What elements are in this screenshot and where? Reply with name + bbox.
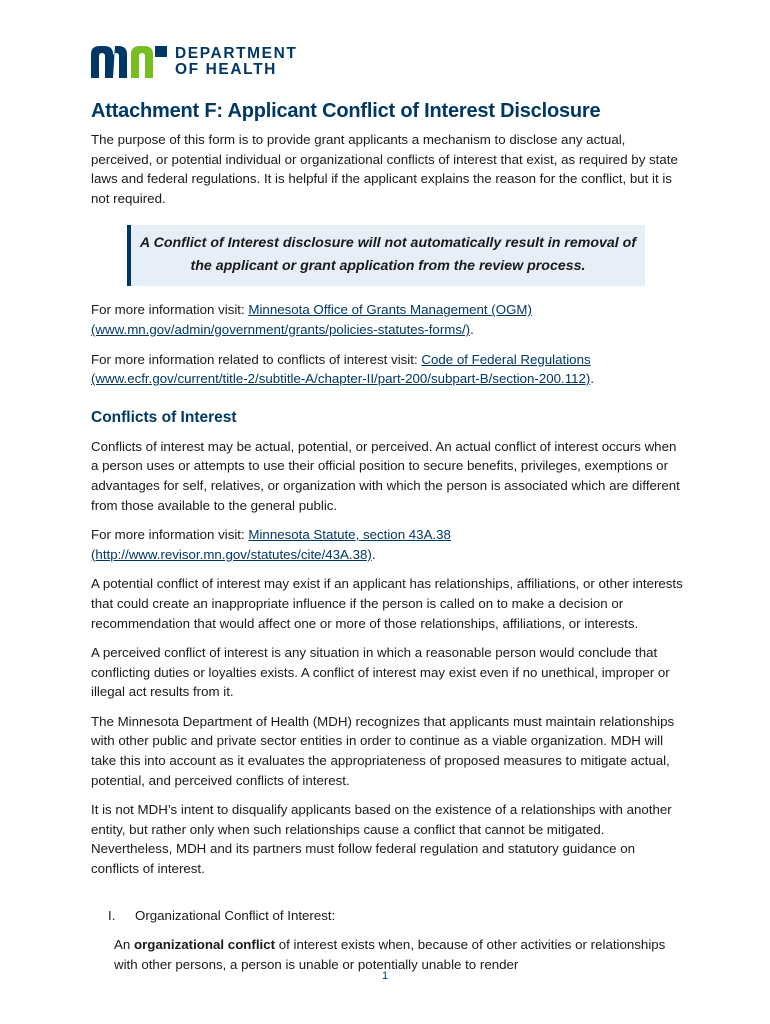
paragraph-organizational-conflict [114, 935, 686, 974]
paragraph-potential-conflict: A potential conflict of interest may exist if an applicant has relationships, affiliations, or other interests that could create an inappropriate influence if the person is called on to make a decision or recommendation that would affect one or more of those relationships, affiliations, or interests. [91, 576, 683, 631]
section-heading-conflicts: Conflicts of Interest [91, 408, 237, 426]
ogm-link[interactable]: Minnesota Office of Grants Management (OGM) (www.mn.gov/admin/government/grants/policies-statutes-forms/) [91, 302, 532, 337]
intro-paragraph: The purpose of this form is to provide grant applicants a mechanism to disclose any actual, perceived, or potential individual or organizational conflicts of interest that exist, as required by state laws and federal regulations. It is helpful if the applicant explains the reason for the conflict, but it is not required. [91, 132, 678, 206]
info-cfr [91, 350, 686, 389]
document-body [91, 98, 686, 974]
info-statute [91, 525, 686, 564]
org-rest: of interest exists when, because of other activities or relationships with other persons, a person is unable or potentially unable to render [114, 937, 666, 972]
info-ogm-prefix: For more information visit: [91, 302, 249, 318]
mn-logo-icon [91, 46, 167, 78]
statute-link[interactable]: Minnesota Statute, section 43A.38 (http://www.revisor.mn.gov/statutes/cite/43A.38) [91, 527, 451, 562]
paragraph-mdh-relationships: The Minnesota Department of Health (MDH) recognizes that applicants must maintain relationships with other public and private sector entities in order to continue as a viable organization. MDH will take this into account as it evaluates the appropriateness of proposed measures to mitigate actual, potential, and perceived conflicts of interest. [91, 713, 675, 788]
list-item-number: I. [108, 907, 116, 923]
callout-box: A Conflict of Interest disclosure will not automatically result in removal of the applicant or grant application from the review process. [127, 225, 645, 286]
info-cfr-suffix: . [590, 371, 595, 387]
list-item-organizational [91, 906, 686, 926]
logo-line-1: DEPARTMENT [175, 45, 298, 62]
info-statute-prefix: For more information visit: [91, 527, 249, 543]
logo-wordmark [175, 46, 298, 78]
paragraph-actual-conflict: Conflicts of interest may be actual, potential, or perceived. An actual conflict of interest occurs when a person uses or attempts to use their official position to secure benefits, privileges, exemptions or advantages for self, relatives, or organization with which the person is associated which are different from those available to the general public. [91, 438, 680, 513]
info-cfr-prefix: For more information related to conflicts of interest visit: [91, 351, 422, 367]
org-bold-term: organizational conflict [133, 937, 276, 953]
info-ogm-suffix: . [470, 321, 474, 337]
paragraph-perceived-conflict: A perceived conflict of interest is any situation in which a reasonable person would conclude that conflicting duties or loyalties exists. A conflict of interest may exist even if no unethical, improper or illegal act results from it. [91, 645, 670, 700]
mdh-logo [91, 45, 298, 79]
page-number: 1 [381, 970, 389, 982]
page-title: Attachment F: Applicant Conflict of Interest Disclosure [91, 100, 601, 122]
org-prefix: An [114, 937, 134, 953]
logo-line-2: OF HEALTH [175, 61, 277, 78]
info-statute-suffix: . [371, 546, 376, 562]
info-ogm [91, 300, 686, 339]
list-item-label: Organizational Conflict of Interest: [135, 907, 336, 923]
paragraph-mdh-intent: It is not MDH’s intent to disqualify applicants based on the existence of a relationships with another entity, but rather only when such relationships cause a conflict that cannot be mitigated. Nevertheless, MDH and its partners must follow federal regulation and statutory guidance on conflicts of interest. [91, 802, 672, 877]
cfr-link[interactable]: Code of Federal Regulations (www.ecfr.gov/current/title-2/subtitle-A/chapter-II/part-200/subpart-B/section-200.112) [91, 351, 591, 387]
